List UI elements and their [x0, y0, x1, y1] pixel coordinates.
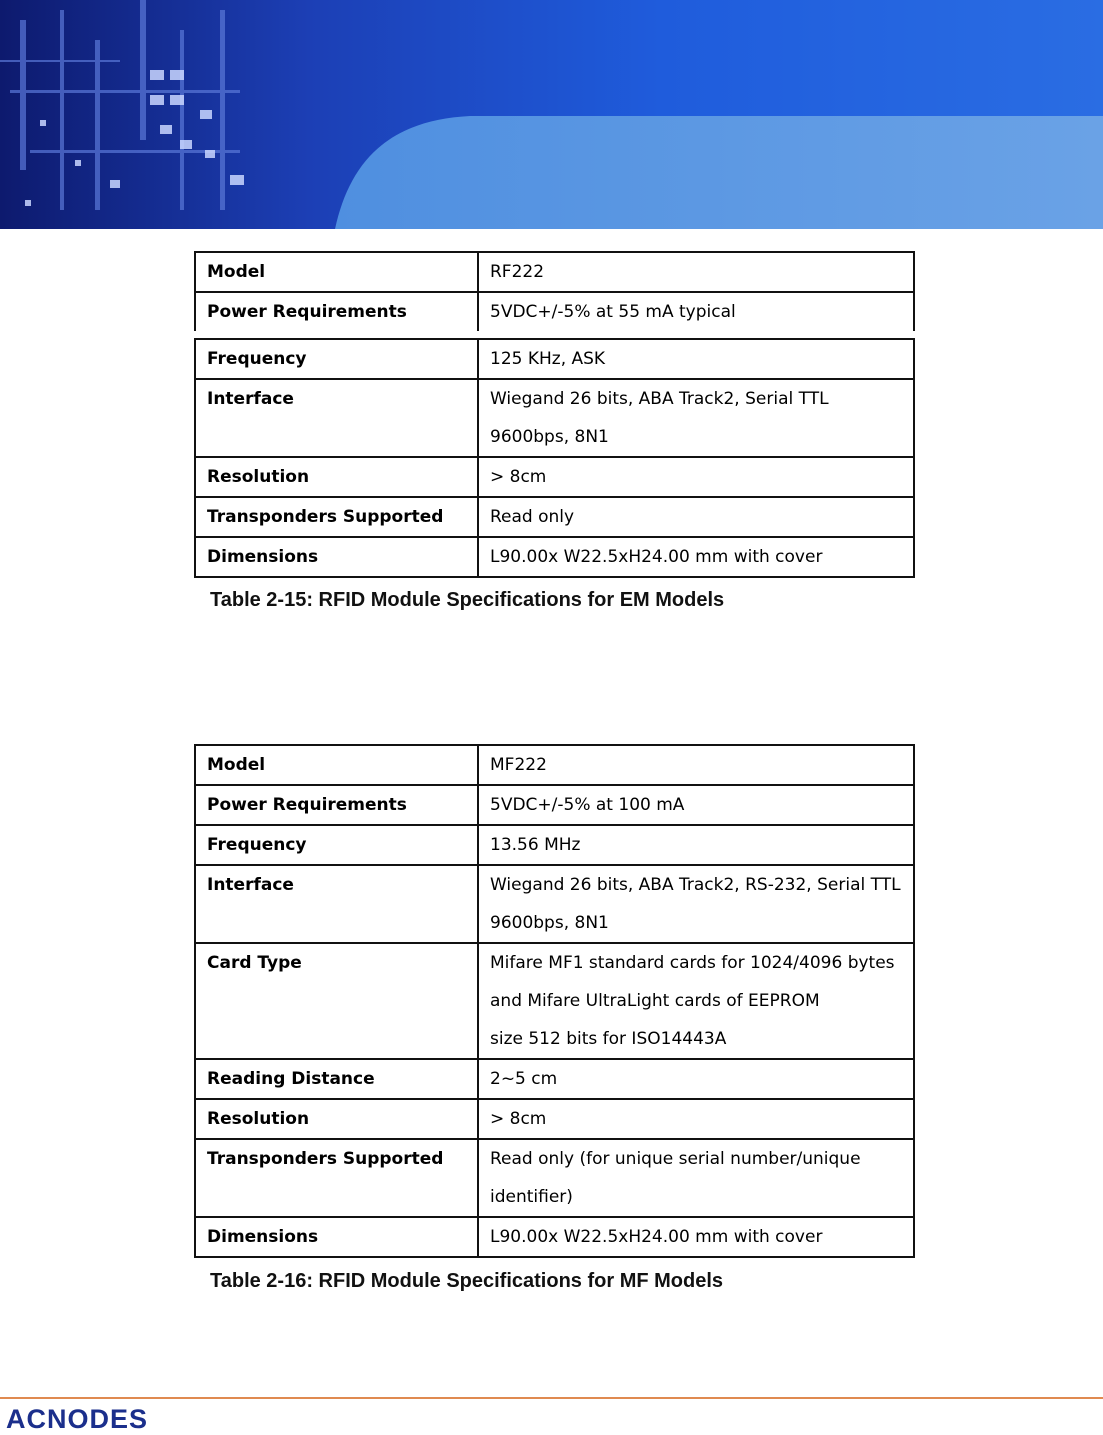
spec-key: Transponders Supported	[195, 497, 478, 537]
spec-value: L90.00x W22.5xH24.00 mm with cover	[478, 1217, 914, 1257]
table-row	[195, 785, 914, 825]
spec-key: Card Type	[195, 943, 478, 1059]
spec-value: Read only	[478, 497, 914, 537]
spec-key: Power Requirements	[195, 292, 478, 331]
spec-key: Model	[195, 745, 478, 785]
spec-key: Interface	[195, 379, 478, 457]
table-row	[195, 252, 914, 292]
spec-key: Reading Distance	[195, 1059, 478, 1099]
table-row	[195, 379, 914, 457]
spec-key: Transponders Supported	[195, 1139, 478, 1217]
spec-value: 2~5 cm	[478, 1059, 914, 1099]
spec-value: Wiegand 26 bits, ABA Track2, Serial TTL 9600bps, 8N1	[478, 379, 914, 457]
spec-value: RF222	[478, 252, 914, 292]
table-row	[195, 1217, 914, 1257]
spec-key: Resolution	[195, 457, 478, 497]
spec-value: Wiegand 26 bits, ABA Track2, RS-232, Serial TTL 9600bps, 8N1	[478, 865, 914, 943]
header-banner	[0, 0, 1103, 229]
spec-key: Frequency	[195, 339, 478, 379]
mf-spec-table	[194, 744, 915, 1258]
table-row	[195, 865, 914, 943]
spec-value: 125 KHz, ASK	[478, 339, 914, 379]
table-row	[195, 1059, 914, 1099]
spec-key: Resolution	[195, 1099, 478, 1139]
acnodes-logo: ACNODES	[6, 1404, 149, 1434]
spec-key: Interface	[195, 865, 478, 943]
table-row	[195, 339, 914, 379]
spec-value: 5VDC+/-5% at 100 mA	[478, 785, 914, 825]
spec-key: Frequency	[195, 825, 478, 865]
spec-value: > 8cm	[478, 1099, 914, 1139]
spec-value: 13.56 MHz	[478, 825, 914, 865]
spec-value: Read only (for unique serial number/unique identifier)	[478, 1139, 914, 1217]
em-spec-table-part2	[194, 338, 915, 578]
footer-divider	[0, 1397, 1103, 1399]
table-row	[195, 745, 914, 785]
spec-key: Dimensions	[195, 1217, 478, 1257]
circuit-board-banner-image	[0, 0, 1103, 229]
table-row	[195, 457, 914, 497]
spec-key: Model	[195, 252, 478, 292]
table-row	[195, 292, 914, 331]
em-spec-table-part1	[194, 251, 915, 331]
spec-value: 5VDC+/-5% at 55 mA typical	[478, 292, 914, 331]
spec-key: Dimensions	[195, 537, 478, 577]
table-row	[195, 1139, 914, 1217]
spec-value: Mifare MF1 standard cards for 1024/4096 bytes and Mifare UltraLight cards of EEPROM size 512 bits for ISO14443A	[478, 943, 914, 1059]
table-caption-em: Table 2-15: RFID Module Specifications for EM Models	[210, 589, 725, 611]
spec-value: > 8cm	[478, 457, 914, 497]
table-row	[195, 537, 914, 577]
table-row	[195, 943, 914, 1059]
spec-key: Power Requirements	[195, 785, 478, 825]
spec-value: L90.00x W22.5xH24.00 mm with cover	[478, 537, 914, 577]
table-row	[195, 1099, 914, 1139]
table-row	[195, 825, 914, 865]
table-row	[195, 497, 914, 537]
table-caption-mf: Table 2-16: RFID Module Specifications for MF Models	[210, 1270, 724, 1292]
spec-value: MF222	[478, 745, 914, 785]
